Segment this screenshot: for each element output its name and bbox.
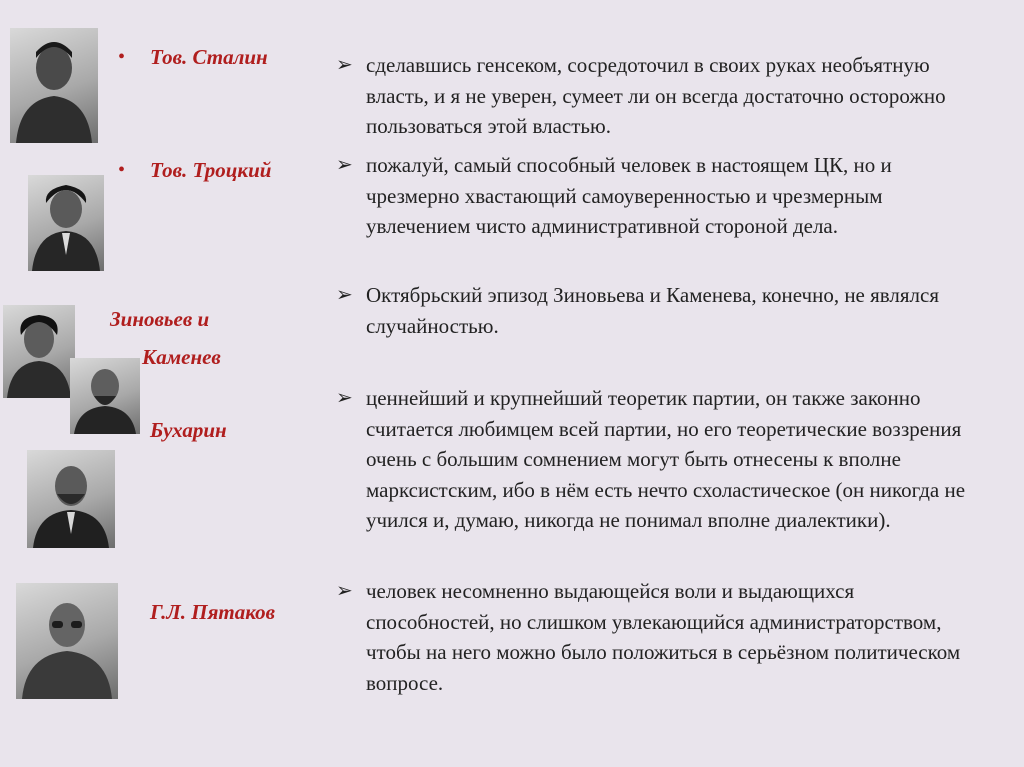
portrait-pyatakov bbox=[16, 583, 118, 699]
quote-zinoviev-kamenev bbox=[336, 280, 976, 341]
arrow-bullet-icon: ➢ bbox=[336, 154, 353, 176]
arrow-bullet-icon: ➢ bbox=[336, 580, 353, 602]
portrait-zinoviev bbox=[3, 305, 75, 398]
quote-pyatakov bbox=[336, 576, 976, 698]
person-name-trotsky: Тов. Троцкий bbox=[150, 158, 272, 182]
portrait-bukharin bbox=[27, 450, 115, 548]
person-silhouette-icon bbox=[16, 583, 118, 699]
person-name-pyatakov: Г.Л. Пятаков bbox=[150, 600, 275, 624]
portrait-trotsky bbox=[28, 175, 104, 271]
quote-text: Октябрьский эпизод Зиновьева и Каменева, конечно, не являлся случайностью. bbox=[366, 283, 940, 338]
arrow-bullet-icon: ➢ bbox=[336, 284, 353, 306]
quote-text: человек несомненно выдающейся воли и выдающихся способностей, но слишком увлекающийся администраторством, чтобы на него можно было положиться в серьёзном политическом вопросе. bbox=[366, 579, 961, 695]
person-silhouette-icon bbox=[27, 450, 115, 548]
person-name-stalin: Тов. Сталин bbox=[150, 45, 268, 69]
quote-text: пожалуй, самый способный человек в настоящем ЦК, но и чрезмерно хвастающий самоуверенностью и чрезмерным увлечением чисто административной стороной дела. bbox=[366, 153, 892, 239]
person-silhouette-icon bbox=[28, 175, 104, 271]
person-name-kamenev: Каменев bbox=[142, 345, 221, 369]
person-name-zinoviev: Зиновьев и bbox=[110, 307, 210, 331]
quote-bukharin bbox=[336, 383, 976, 536]
person-name-bukharin: Бухарин bbox=[150, 418, 227, 442]
quote-text: ценнейший и крупнейший теоретик партии, он также законно считается любимцем всей партии, но его теоретические воззрения очень с большим сомнением могут быть отнесены к вполне марксистским, ибо в нём есть нечто схоластическое (он никогда не учился и, думаю, никогда не понимал вполне диалектики). bbox=[366, 386, 966, 533]
bullet-stalin: • bbox=[118, 46, 126, 68]
quote-stalin bbox=[336, 50, 976, 142]
portrait-stalin bbox=[10, 28, 98, 143]
person-silhouette-icon bbox=[3, 305, 75, 398]
person-silhouette-icon bbox=[10, 28, 98, 143]
quote-trotsky bbox=[336, 150, 976, 242]
portrait-kamenev bbox=[70, 358, 140, 434]
bullet-trotsky: • bbox=[118, 159, 126, 181]
arrow-bullet-icon: ➢ bbox=[336, 54, 353, 76]
quote-text: сделавшись генсеком, сосредоточил в своих руках необъятную власть, и я не уверен, сумеет ли он всегда достаточно осторожно пользоваться этой властью. bbox=[366, 53, 946, 139]
arrow-bullet-icon: ➢ bbox=[336, 387, 353, 409]
person-silhouette-icon bbox=[70, 358, 140, 434]
